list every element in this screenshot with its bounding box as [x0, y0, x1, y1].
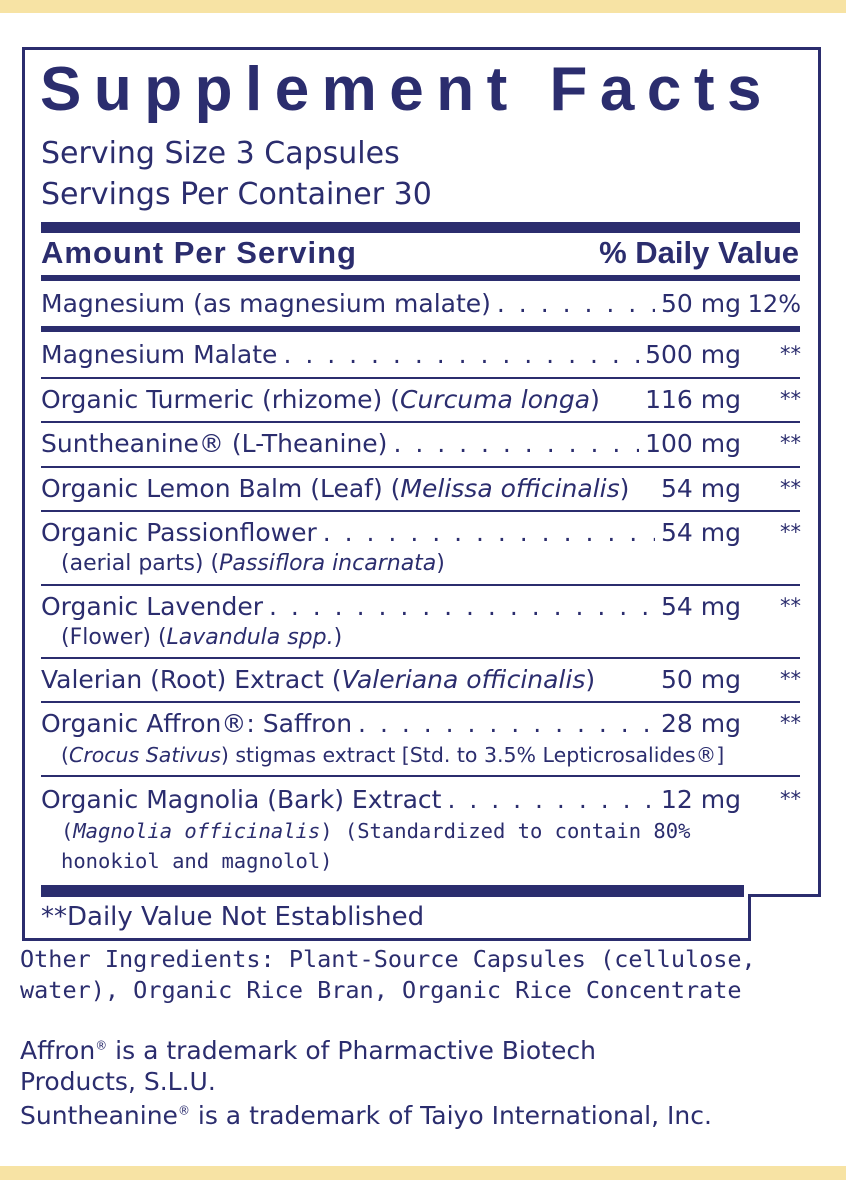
daily-value: **	[780, 594, 801, 618]
ingredient-name: Suntheanine® (L-Theanine)	[41, 429, 388, 458]
ingredient-name: Organic Affron®: Saffron	[41, 709, 353, 738]
daily-value: **	[780, 342, 801, 366]
affron-trademark-line2: Products, S.L.U.	[20, 1067, 216, 1096]
ingredient-detail: (Magnolia officinalis) (Standardized to contain 80%	[61, 819, 691, 843]
row-divider	[41, 775, 800, 777]
daily-value: **	[780, 476, 801, 500]
ingredient-row	[41, 288, 801, 320]
daily-value: **	[780, 431, 801, 455]
servings-per-container: Servings Per Container 30	[41, 177, 432, 212]
ingredient-amount: 50 mg	[661, 289, 741, 318]
dot-leader	[497, 288, 655, 320]
ingredient-row	[41, 708, 801, 770]
dot-leader	[393, 428, 639, 460]
medium-rule	[41, 275, 800, 281]
panel-title: Supplement Facts	[40, 55, 774, 124]
ingredient-name: Organic Magnolia (Bark) Extract	[41, 785, 442, 814]
box-border-right	[818, 47, 821, 897]
row-divider	[41, 701, 800, 703]
ingredient-amount: 54 mg	[661, 518, 741, 547]
thick-rule-bottom	[41, 885, 744, 897]
row-divider	[41, 326, 800, 332]
ingredient-name: Organic Lemon Balm (Leaf) (Melissa officinalis)	[41, 474, 630, 503]
box-border-right-lower	[748, 894, 751, 941]
dot-leader	[323, 517, 655, 549]
top-color-band	[0, 0, 846, 13]
ingredient-row	[41, 339, 801, 371]
ingredient-detail-line2: honokiol and magnolol)	[61, 849, 333, 873]
dot-leader	[283, 339, 639, 371]
thick-rule-top	[41, 222, 800, 233]
row-divider	[41, 657, 800, 659]
ingredient-amount: 12 mg	[661, 785, 741, 814]
daily-value: **	[780, 667, 801, 691]
row-divider	[41, 510, 800, 512]
daily-value-header: % Daily Value	[599, 235, 799, 270]
dot-leader	[358, 708, 655, 740]
ingredient-name: Organic Lavender	[41, 592, 263, 621]
suntheanine-trademark: Suntheanine® is a trademark of Taiyo International, Inc.	[20, 1101, 712, 1130]
daily-value: **	[780, 711, 801, 735]
dot-leader	[269, 591, 655, 623]
row-divider	[41, 421, 800, 423]
daily-value: **	[780, 520, 801, 544]
ingredient-amount: 28 mg	[661, 709, 741, 738]
daily-value: **	[780, 387, 801, 411]
ingredient-row	[41, 517, 801, 579]
ingredient-amount: 54 mg	[661, 592, 741, 621]
row-divider	[41, 584, 800, 586]
serving-size: Serving Size 3 Capsules	[41, 136, 400, 171]
ingredient-name: Valerian (Root) Extract (Valeriana officinalis)	[41, 665, 596, 694]
box-border-bottom	[22, 938, 751, 941]
ingredient-row	[41, 664, 801, 696]
ingredient-detail: (Flower) (Lavandula spp.)	[61, 625, 343, 650]
ingredient-amount: 116 mg	[645, 385, 741, 414]
box-border-top	[22, 47, 821, 50]
ingredient-name: Magnesium Malate	[41, 340, 278, 369]
daily-value-footnote: **Daily Value Not Established	[41, 902, 425, 932]
ingredient-amount: 54 mg	[661, 474, 741, 503]
daily-value: 12%	[747, 290, 801, 318]
ingredient-amount: 100 mg	[645, 429, 741, 458]
ingredient-name: Magnesium (as magnesium malate)	[41, 289, 491, 318]
ingredient-row	[41, 591, 801, 653]
ingredient-row	[41, 428, 801, 460]
other-ingredients: Other Ingredients: Plant-Source Capsules (cellulose, water), Organic Rice Bran, Organic Rice Concentrate	[20, 945, 756, 1004]
box-border-left	[22, 47, 25, 941]
ingredient-amount: 50 mg	[661, 665, 741, 694]
bottom-color-band	[0, 1166, 846, 1180]
dot-leader	[447, 784, 655, 816]
amount-per-serving-header: Amount Per Serving	[41, 235, 357, 270]
ingredient-row	[41, 473, 801, 505]
daily-value: **	[780, 787, 801, 811]
ingredient-detail: (Crocus Sativus) stigmas extract [Std. to 3.5% Lepticrosalides®]	[61, 743, 725, 767]
ingredient-name: Organic Passionflower	[41, 518, 317, 547]
ingredient-amount: 500 mg	[645, 340, 741, 369]
row-divider	[41, 377, 800, 379]
ingredient-name: Organic Turmeric (rhizome) (Curcuma longa)	[41, 385, 600, 414]
ingredient-row	[41, 384, 801, 416]
ingredient-row	[41, 784, 801, 876]
row-divider	[41, 466, 800, 468]
affron-trademark: Affron® is a trademark of Pharmactive Biotech	[20, 1036, 596, 1065]
ingredient-detail: (aerial parts) (Passiflora incarnata)	[61, 551, 445, 576]
box-border-step	[748, 894, 821, 897]
